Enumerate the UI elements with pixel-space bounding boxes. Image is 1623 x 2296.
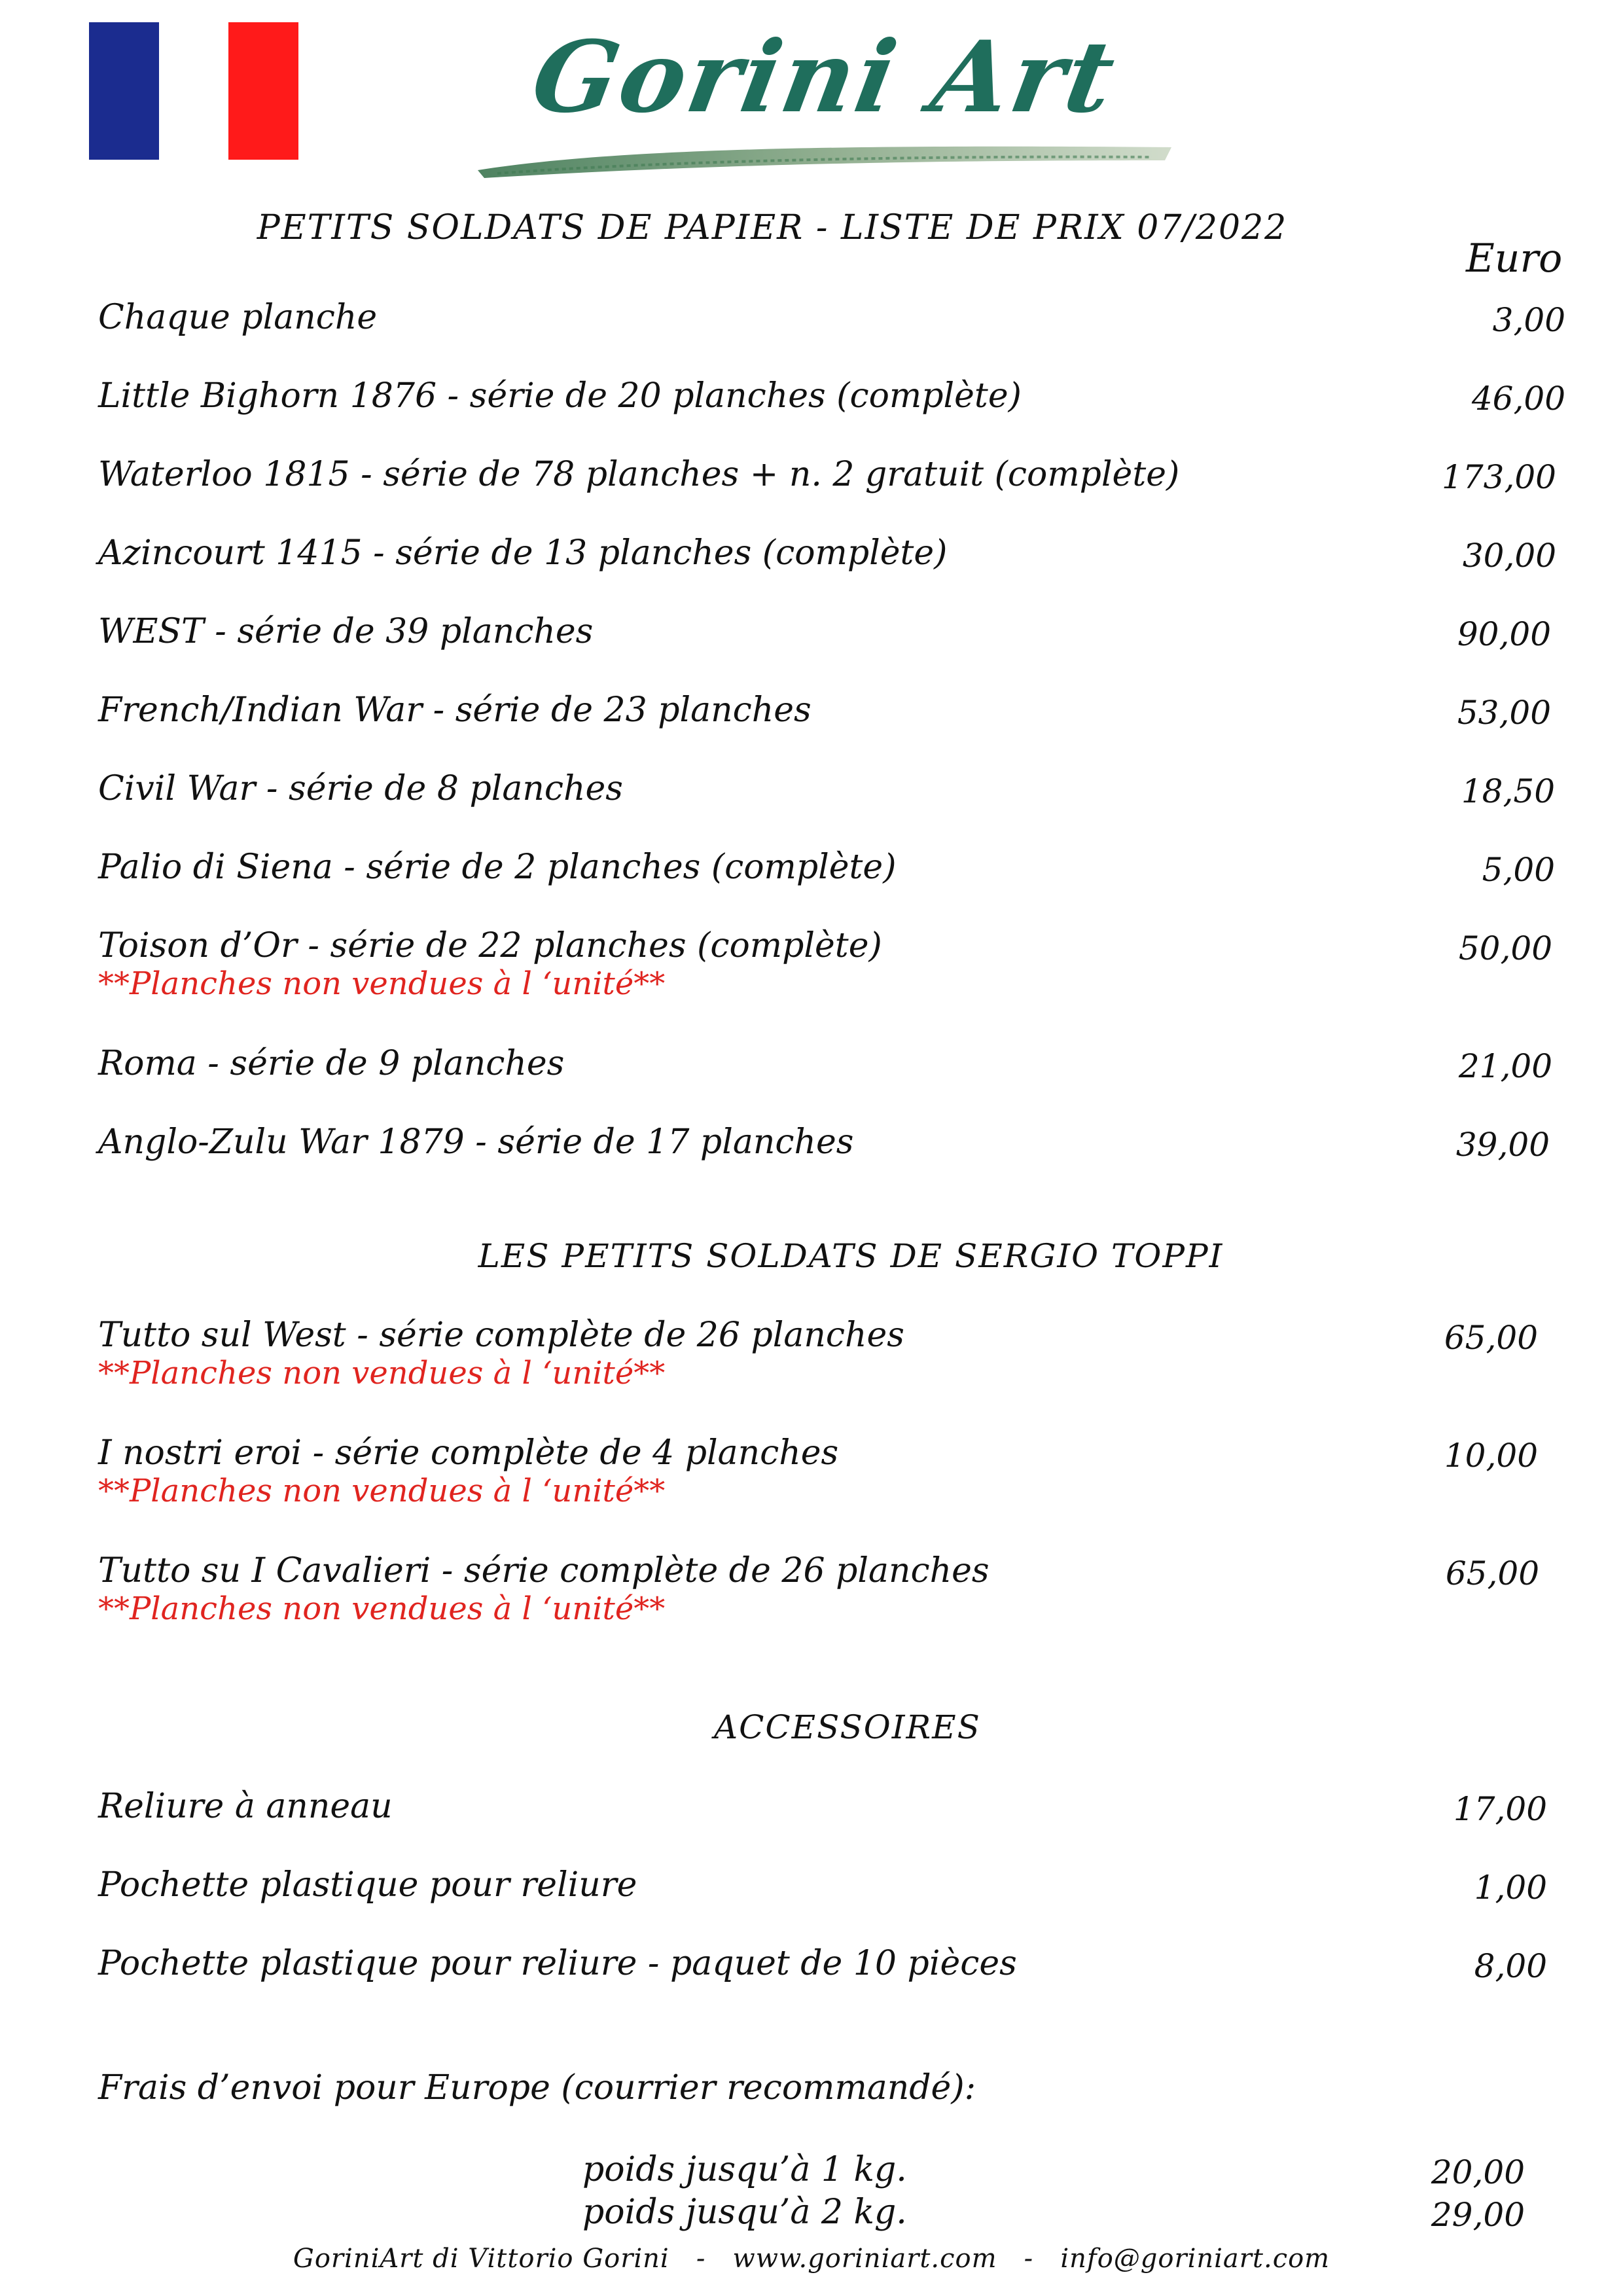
- item-price: 39,00: [1455, 1126, 1550, 1164]
- french-flag: [89, 22, 298, 160]
- item-label: Pochette plastique pour reliure - paquet de 10 pièces: [98, 1944, 1017, 1983]
- flag-red-stripe: [228, 22, 298, 160]
- shipping-price: 20,00: [1431, 2153, 1525, 2191]
- item-price: 1,00: [1474, 1869, 1547, 1907]
- item-price: 90,00: [1457, 615, 1551, 653]
- item-price: 65,00: [1445, 1554, 1539, 1592]
- item-price: 17,00: [1453, 1790, 1547, 1828]
- document-title: PETITS SOLDATS DE PAPIER - LISTE DE PRIX 07/2022: [257, 208, 1288, 247]
- item-label: Chaque planche: [98, 298, 378, 337]
- item-label: Civil War - série de 8 planches: [98, 769, 623, 808]
- item-price: 46,00: [1471, 380, 1565, 418]
- accessories-section-heading: ACCESSOIRES: [714, 1708, 981, 1746]
- shipping-heading: Frais d’envoi pour Europe (courrier recommandé):: [98, 2068, 976, 2108]
- item-label: WEST - série de 39 planches: [98, 612, 594, 651]
- item-label: Toison d’Or - série de 22 planches (complète): [98, 926, 882, 965]
- item-label: Pochette plastique pour reliure: [98, 1865, 637, 1905]
- item-price: 21,00: [1458, 1047, 1552, 1085]
- item-label: Little Bighorn 1876 - série de 20 planches (complète): [98, 376, 1022, 416]
- item-label: Roma - série de 9 planches: [98, 1044, 565, 1083]
- item-price: 8,00: [1474, 1947, 1547, 1985]
- currency-label: Euro: [1466, 236, 1563, 281]
- shipping-price: 29,00: [1431, 2196, 1525, 2234]
- item-price: 3,00: [1492, 301, 1565, 339]
- item-price: 10,00: [1444, 1437, 1538, 1475]
- item-label: Palio di Siena - série de 2 planches (complète): [98, 848, 897, 887]
- item-price: 30,00: [1462, 537, 1556, 575]
- unit-sale-note: **Planches non vendues à l ‘unité**: [98, 965, 666, 1002]
- shipping-weight-label: poids jusqu’à 2 kg.: [582, 2193, 907, 2232]
- unit-sale-note: **Planches non vendues à l ‘unité**: [98, 1355, 666, 1391]
- toppi-section-heading: LES PETITS SOLDATS DE SERGIO TOPPI: [478, 1237, 1224, 1275]
- footer-contact: GoriniArt di Vittorio Gorini - www.goriniart.com - info@goriniart.com: [293, 2244, 1330, 2274]
- item-price: 18,50: [1461, 772, 1555, 810]
- logo-brush-stroke: [471, 137, 1178, 183]
- item-label: Tutto sul West - série complète de 26 planches: [98, 1316, 904, 1355]
- logo-text: Gorini Art: [524, 20, 1126, 135]
- item-label: I nostri eroi - série complète de 4 planches: [98, 1433, 839, 1473]
- shipping-weight-label: poids jusqu’à 1 kg.: [582, 2150, 907, 2189]
- item-label: Azincourt 1415 - série de 13 planches (complète): [98, 533, 948, 573]
- gorini-art-logo: [458, 7, 1191, 196]
- item-price: 5,00: [1482, 851, 1555, 889]
- item-price: 65,00: [1444, 1319, 1538, 1357]
- unit-sale-note: **Planches non vendues à l ‘unité**: [98, 1590, 666, 1627]
- item-price: 53,00: [1457, 694, 1551, 732]
- item-label: Waterloo 1815 - série de 78 planches + n. 2 gratuit (complète): [98, 455, 1180, 494]
- item-price: 50,00: [1458, 929, 1552, 967]
- item-label: Reliure à anneau: [98, 1787, 393, 1826]
- flag-blue-stripe: [89, 22, 159, 160]
- item-label: French/Indian War - série de 23 planches: [98, 691, 812, 730]
- unit-sale-note: **Planches non vendues à l ‘unité**: [98, 1473, 666, 1509]
- flag-white-stripe: [159, 22, 229, 160]
- item-label: Anglo-Zulu War 1879 - série de 17 planches: [98, 1122, 854, 1162]
- item-price: 173,00: [1442, 458, 1556, 496]
- item-label: Tutto su I Cavalieri - série complète de 26 planches: [98, 1551, 990, 1590]
